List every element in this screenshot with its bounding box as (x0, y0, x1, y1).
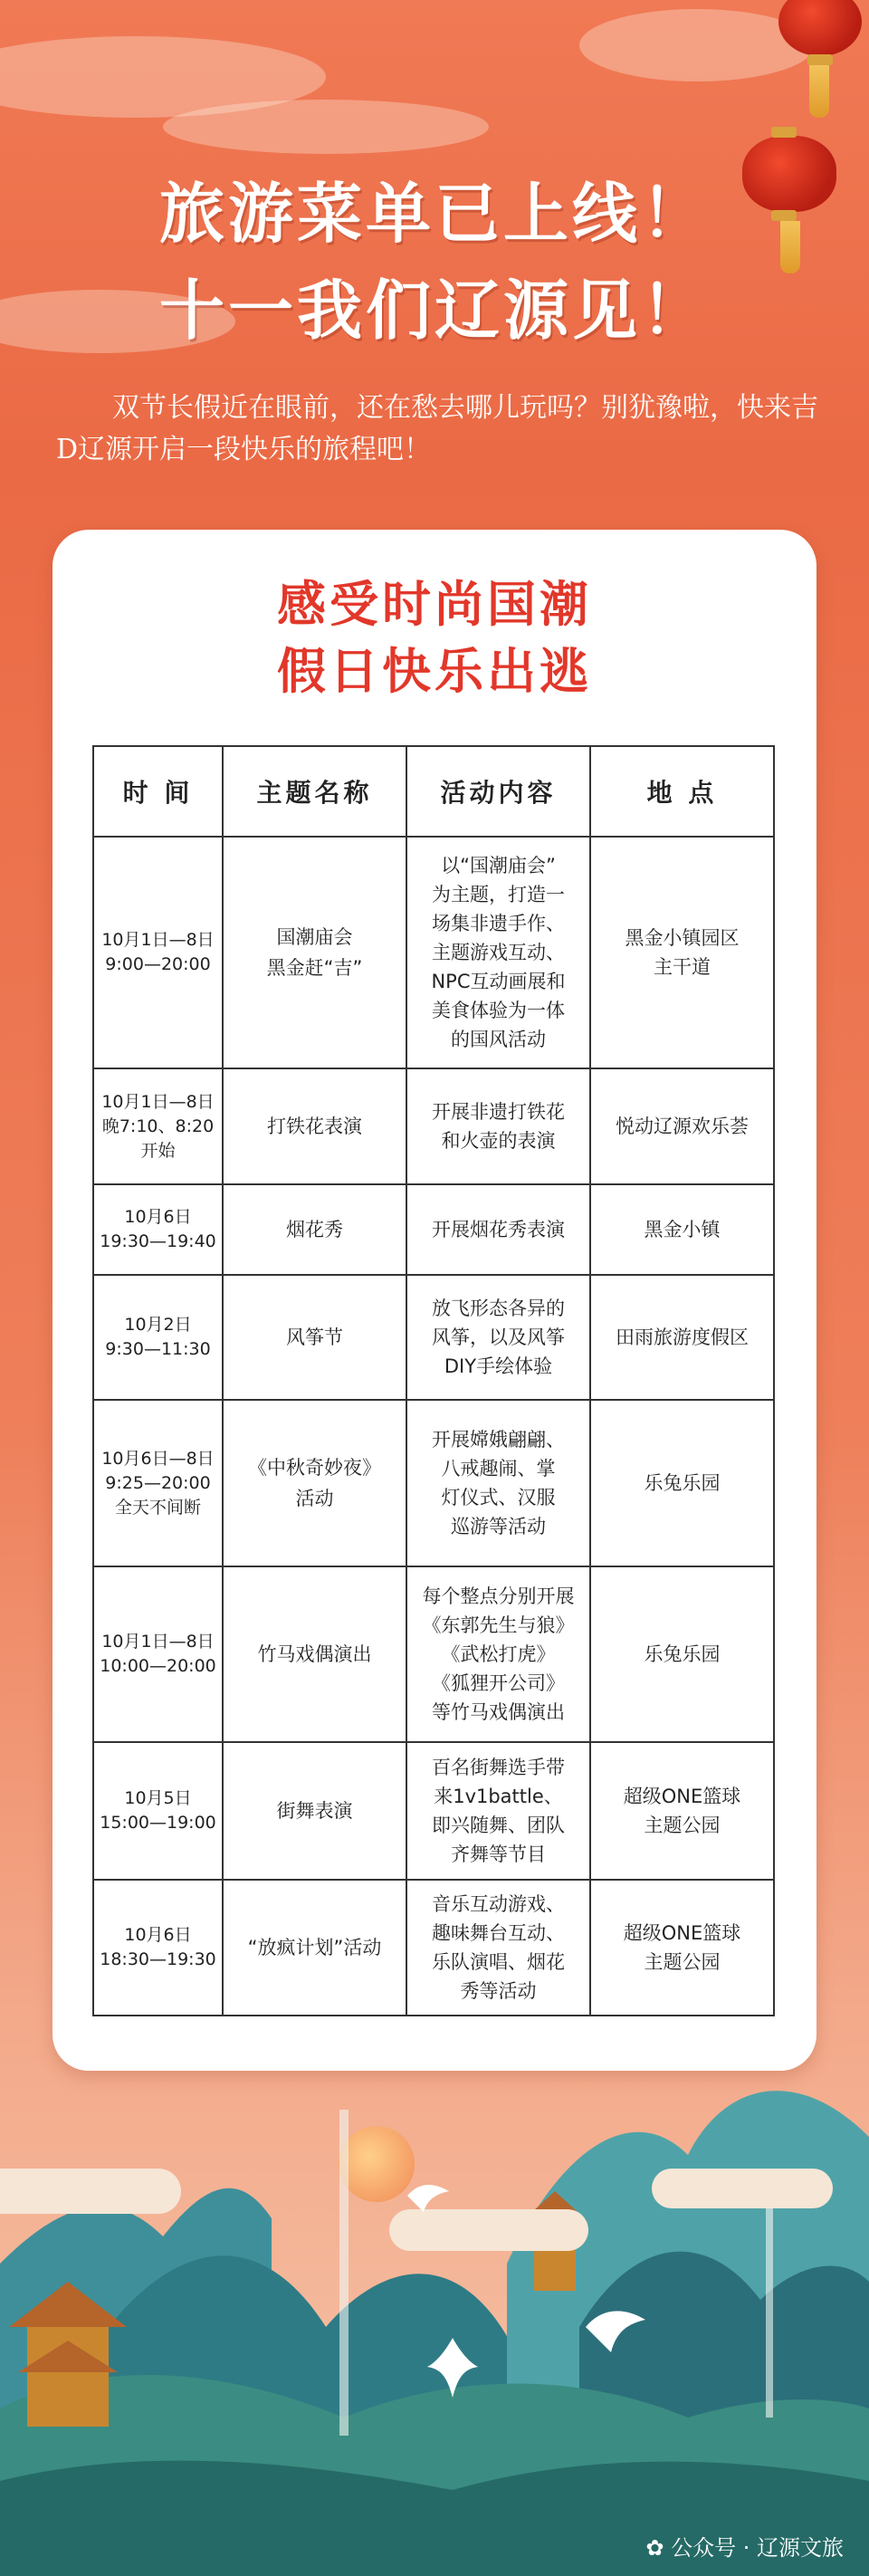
theme-cell (223, 1880, 406, 2016)
time-cell-line: 10:00—20:00 (100, 1656, 216, 1676)
content-cell-line: 每个整点分别开展 (422, 1585, 575, 1607)
location-cell-line: 悦动辽源欢乐荟 (616, 1116, 749, 1137)
cloud-decoration-5 (0, 2169, 181, 2214)
table-row (93, 1400, 774, 1566)
location-cell-line: 主题公园 (644, 1951, 721, 1973)
time-cell-line: 10月1日—8日 (101, 1091, 215, 1112)
header-theme: 主题名称 (223, 746, 406, 837)
location-cell-line: 超级ONE篮球 (623, 1786, 741, 1807)
time-cell-line: 全天不间断 (114, 1497, 201, 1518)
time-cell-line: 10月6日 (124, 1925, 192, 1945)
content-cell-line: 《武松打虎》 (441, 1643, 556, 1665)
account-watermark (645, 2530, 844, 2562)
theme-cell-line: 打铁花表演 (267, 1116, 362, 1137)
content-cell-line: 场集非遗手作、 (432, 913, 565, 934)
cloud-decoration-7 (652, 2169, 833, 2208)
time-cell (93, 1068, 223, 1184)
time-cell-line: 10月1日—8日 (101, 930, 215, 950)
theme-cell-line: 烟花秀 (286, 1219, 343, 1240)
table-row (93, 1742, 774, 1880)
time-cell (93, 1184, 223, 1275)
location-cell (590, 837, 774, 1068)
location-cell-line: 主干道 (654, 956, 711, 978)
theme-cell-line: 风筝节 (286, 1326, 343, 1348)
theme-cell (223, 1566, 406, 1742)
theme-cell (223, 1068, 406, 1184)
content-cell (406, 1566, 590, 1742)
time-cell-line: 开始 (140, 1140, 176, 1161)
location-cell (590, 1742, 774, 1880)
theme-cell-line: 竹马戏偶演出 (257, 1643, 372, 1665)
time-cell-line: 15:00—19:00 (100, 1813, 216, 1833)
content-cell-line: 《狐狸开公司》 (432, 1672, 565, 1694)
content-cell (406, 1400, 590, 1566)
location-cell-line: 乐兔乐园 (644, 1643, 721, 1665)
location-cell (590, 1068, 774, 1184)
content-cell-line: 开展烟花秀表演 (432, 1219, 565, 1240)
time-cell-line: 10月6日 (124, 1207, 192, 1227)
time-cell-line: 9:30—11:30 (105, 1339, 211, 1359)
theme-cell (223, 1400, 406, 1566)
content-cell-line: 开展嫦娥翩翩、 (432, 1429, 565, 1451)
wechat-icon: ✿ (645, 2535, 672, 2561)
time-cell (93, 1566, 223, 1742)
card-title-line-1: 感受时尚国潮 (277, 576, 592, 633)
theme-cell-line: 活动 (295, 1488, 334, 1509)
table-row (93, 1275, 774, 1400)
lantern-tassel-icon (809, 65, 829, 118)
content-cell-line: 等竹马戏偶演出 (432, 1701, 565, 1723)
content-cell-line: 趣味舞台互动、 (432, 1922, 565, 1944)
time-cell (93, 837, 223, 1068)
location-cell (590, 1880, 774, 2016)
theme-cell-line: 国潮庙会 (276, 926, 353, 948)
time-cell-line: 9:25—20:00 (105, 1472, 211, 1493)
theme-cell-line: 街舞表演 (276, 1800, 353, 1822)
theme-cell-line: “放疯计划”活动 (247, 1937, 382, 1958)
content-cell (406, 1068, 590, 1184)
content-cell (406, 1742, 590, 1880)
content-cell-line: 为主题，打造一 (432, 884, 565, 905)
landscape-illustration (0, 2028, 869, 2576)
content-cell (406, 1184, 590, 1275)
content-cell-line: 乐队演唱、烟花 (432, 1951, 565, 1973)
theme-cell (223, 837, 406, 1068)
content-cell-line: 即兴随舞、团队 (432, 1815, 565, 1836)
table-body (93, 837, 774, 2016)
content-cell-line: 齐舞等节目 (451, 1843, 546, 1865)
theme-cell (223, 1275, 406, 1400)
table-header-row (93, 746, 774, 837)
table-row (93, 1068, 774, 1184)
location-cell-line: 主题公园 (644, 1815, 721, 1836)
content-cell (406, 837, 590, 1068)
content-cell-line: 百名街舞选手带 (432, 1757, 565, 1778)
time-cell (93, 1742, 223, 1880)
location-cell-line: 田雨旅游度假区 (616, 1326, 749, 1348)
schedule-table (92, 745, 775, 2016)
location-cell-line: 黑金小镇园区 (625, 927, 740, 949)
table-row (93, 1880, 774, 2016)
theme-cell (223, 1184, 406, 1275)
time-cell-line: 18:30—19:30 (100, 1949, 216, 1969)
time-cell-line: 10月5日 (124, 1788, 192, 1808)
content-cell (406, 1275, 590, 1400)
card-title-line-2: 假日快乐出逃 (277, 643, 592, 700)
cloud-decoration-2 (163, 100, 489, 154)
content-cell-line: 秀等活动 (460, 1980, 537, 2002)
content-cell-line: 《东郭先生与狼》 (422, 1614, 575, 1636)
headline-line-1: 旅游菜单已上线！ (158, 175, 710, 252)
headline-line-2: 十一我们辽源见！ (158, 272, 710, 349)
crane-icon-3 (425, 2336, 480, 2399)
table-row (93, 837, 774, 1068)
time-cell (93, 1400, 223, 1566)
time-cell-line: 10月6日—8日 (101, 1448, 215, 1469)
content-cell-line: 八戒趣闹、掌 (441, 1458, 556, 1480)
content-cell-line: NPC互动画展和 (431, 971, 566, 992)
location-cell-line: 乐兔乐园 (644, 1472, 721, 1494)
content-cell-line: 音乐互动游戏、 (432, 1893, 565, 1915)
location-cell (590, 1275, 774, 1400)
location-cell (590, 1400, 774, 1566)
content-cell-line: 和火壶的表演 (441, 1130, 556, 1152)
watermark-text: 公众号 · 辽源文旅 (671, 2535, 844, 2561)
time-cell-line: 10月1日—8日 (101, 1632, 215, 1652)
time-cell-line: 19:30—19:40 (100, 1231, 216, 1251)
content-cell-line: 放飞形态各异的 (432, 1298, 565, 1319)
content-cell-line: 以“国潮庙会” (441, 855, 556, 876)
content-cell-line: 巡游等活动 (451, 1516, 546, 1537)
content-cell-line: 灯仪式、汉服 (441, 1487, 556, 1508)
content-cell-line: 美食体验为一体 (432, 1000, 565, 1021)
content-cell-line: 的国风活动 (451, 1029, 546, 1050)
header-location: 地 点 (590, 746, 774, 837)
content-cell-line: 风筝，以及风筝 (432, 1326, 565, 1348)
time-cell-line: 9:00—20:00 (105, 954, 211, 974)
table-row (93, 1566, 774, 1742)
table-row (93, 1184, 774, 1275)
header-content: 活动内容 (406, 746, 590, 837)
intro-paragraph: 双节长假近在眼前，还在愁去哪儿玩吗？别犹豫啦，快来吉D辽源开启一段快乐的旅程吧！ (56, 392, 818, 465)
header-time: 时 间 (93, 746, 223, 837)
time-cell (93, 1275, 223, 1400)
crane-icon (406, 2178, 451, 2214)
content-cell (406, 1880, 590, 2016)
time-cell-line: 10月2日 (124, 1315, 192, 1335)
time-cell-line: 晚7:10、8:20 (101, 1116, 215, 1136)
cloud-decoration-6 (389, 2209, 588, 2251)
crane-icon-2 (584, 2300, 647, 2354)
location-cell (590, 1566, 774, 1742)
location-cell-line: 黑金小镇 (644, 1219, 721, 1240)
location-cell-line: 超级ONE篮球 (623, 1922, 741, 1944)
theme-cell-line: 黑金赶“吉” (266, 957, 363, 979)
content-cell-line: 开展非遗打铁花 (432, 1101, 565, 1123)
location-cell (590, 1184, 774, 1275)
schedule-card (53, 530, 816, 2071)
theme-cell (223, 1742, 406, 1880)
content-cell-line: 主题游戏互动、 (432, 942, 565, 963)
content-cell-line: 来1v1battle、 (434, 1786, 563, 1807)
content-cell-line: DIY手绘体验 (444, 1355, 553, 1377)
theme-cell-line: 《中秋奇妙夜》 (248, 1457, 381, 1479)
time-cell (93, 1880, 223, 2016)
